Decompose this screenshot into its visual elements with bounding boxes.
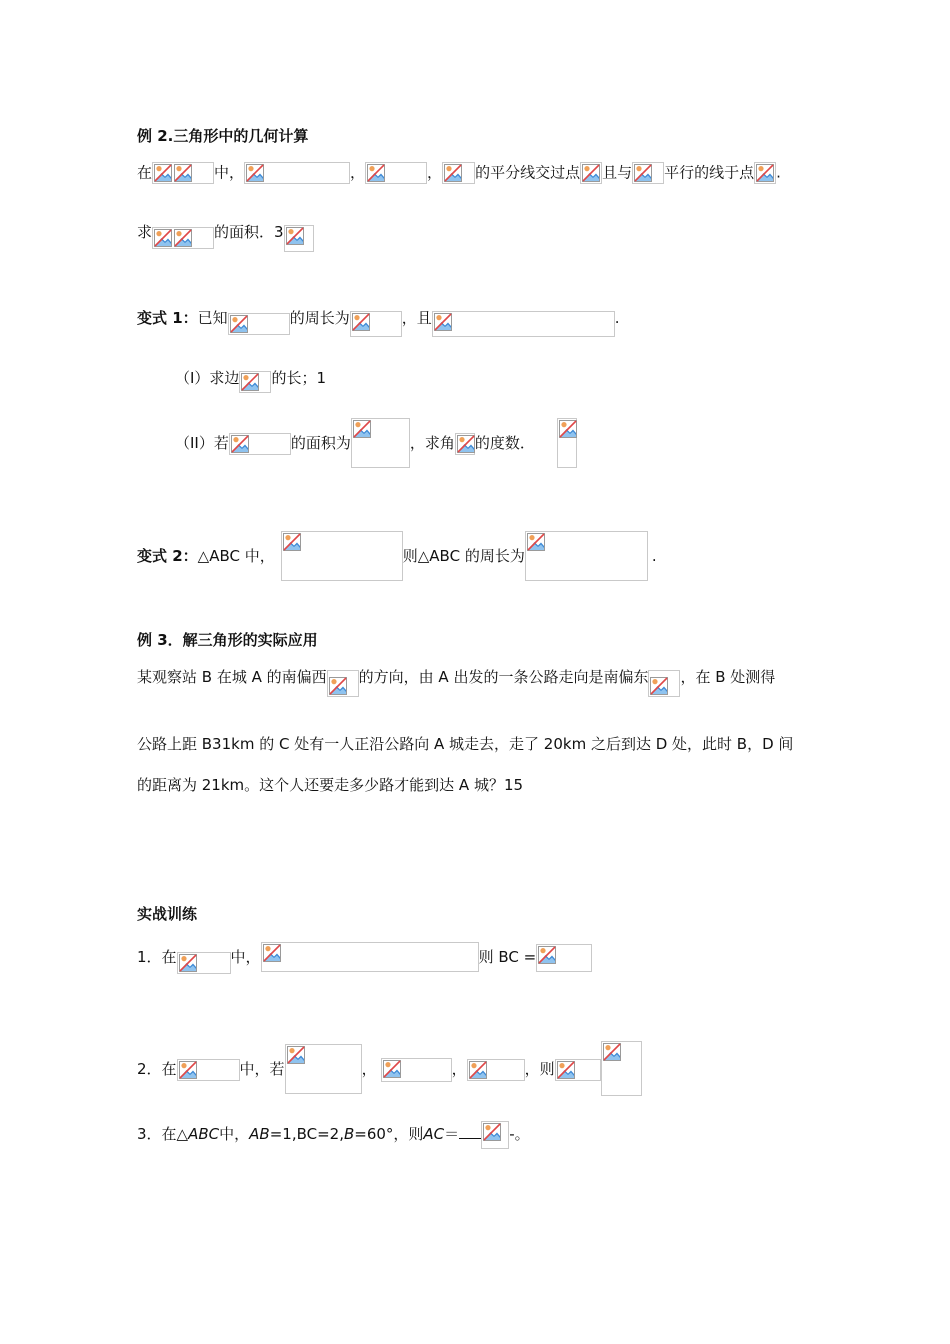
formula-image	[601, 1041, 642, 1096]
formula-image	[632, 162, 664, 184]
formula-image	[177, 952, 231, 974]
broken-image-icon	[174, 164, 192, 182]
formula-image	[228, 313, 290, 335]
example-3-line-2: 公路上距 B31km 的 C 处有一人正沿公路向 A 城走去，走了 20km 之后到达 D 处，此时 B，D 间	[137, 735, 794, 753]
broken-image-icon	[634, 164, 652, 182]
broken-image-icon	[650, 677, 668, 695]
formula-image	[557, 418, 577, 468]
broken-image-icon	[353, 420, 371, 438]
broken-image-icon	[154, 164, 172, 182]
broken-image-icon	[603, 1043, 621, 1061]
formula-image	[525, 531, 648, 581]
broken-image-icon	[756, 164, 774, 182]
variant-2-line: 变式 2：△ABC 中， 则△ABC 的周长为 .	[137, 531, 657, 581]
formula-image	[754, 162, 776, 184]
formula-image	[281, 531, 403, 581]
formula-image	[481, 1121, 509, 1149]
broken-image-icon	[329, 677, 347, 695]
broken-image-icon	[352, 313, 370, 331]
example-2-line-2: 求 的面积．3	[137, 222, 314, 252]
formula-image	[351, 418, 410, 468]
broken-image-icon	[174, 229, 192, 247]
formula-image	[432, 311, 615, 337]
broken-image-icon	[383, 1060, 401, 1078]
formula-image	[285, 1044, 362, 1094]
formula-image	[536, 944, 592, 972]
variant-1-line: 变式 1：已知 的周长为 ，且 .	[137, 308, 620, 337]
broken-image-icon	[231, 435, 249, 453]
formula-image	[580, 162, 602, 184]
broken-image-icon	[559, 420, 577, 438]
variant-1-part-1: （I）求边 的长；1	[175, 368, 326, 393]
answer-blank	[459, 1124, 481, 1139]
broken-image-icon	[367, 164, 385, 182]
formula-image	[648, 670, 680, 697]
broken-image-icon	[230, 315, 248, 333]
broken-image-icon	[179, 1061, 197, 1079]
formula-image	[467, 1059, 525, 1081]
broken-image-icon	[557, 1061, 575, 1079]
broken-image-icon	[246, 164, 264, 182]
formula-image	[261, 942, 479, 972]
broken-image-icon	[283, 533, 301, 551]
formula-image	[152, 162, 214, 184]
formula-image	[455, 433, 475, 455]
broken-image-icon	[179, 954, 197, 972]
example-3-line-1: 某观察站 B 在城 A 的南偏西 的方向，由 A 出发的一条公路走向是南偏东 ，在 B 处测得	[137, 667, 775, 697]
example-3-line-3: 的距离为 21km。这个人还要走多少路才能到达 A 城？15	[137, 776, 524, 794]
practice-question-3: 3．在△ABC中，AB=1,BC=2,B=60°，则AC＝ -。	[137, 1121, 530, 1149]
broken-image-icon	[286, 227, 304, 245]
example-2-line-1: 在 中， ， ， 的平分线交过点 且与 平行的线于点 .	[137, 162, 781, 184]
broken-image-icon	[241, 373, 259, 391]
formula-image	[555, 1059, 601, 1081]
broken-image-icon	[527, 533, 545, 551]
formula-image	[442, 162, 475, 184]
formula-image	[229, 433, 291, 455]
practice-question-1: 1．在 中， 则 BC =	[137, 942, 592, 974]
broken-image-icon	[263, 944, 281, 962]
formula-image	[381, 1058, 452, 1082]
formula-image	[350, 311, 402, 337]
formula-image	[365, 162, 427, 184]
formula-image	[284, 225, 314, 252]
broken-image-icon	[469, 1061, 487, 1079]
broken-image-icon	[287, 1046, 305, 1064]
example-2-title: 例 2.三角形中的几何计算	[137, 127, 309, 145]
variant-1-part-2: （II）若 的面积为 ，求角 的度数．	[175, 418, 577, 468]
practice-question-2: 2．在 中，若 ， ， ，则	[137, 1041, 642, 1096]
broken-image-icon	[154, 229, 172, 247]
broken-image-icon	[582, 164, 600, 182]
broken-image-icon	[434, 313, 452, 331]
broken-image-icon	[483, 1123, 501, 1141]
formula-image	[152, 227, 214, 249]
broken-image-icon	[444, 164, 462, 182]
example-3-title: 例 3．解三角形的实际应用	[137, 631, 318, 649]
formula-image	[239, 371, 271, 393]
formula-image	[327, 670, 359, 697]
broken-image-icon	[457, 435, 475, 453]
broken-image-icon	[538, 946, 556, 964]
formula-image	[177, 1059, 240, 1081]
practice-title: 实战训练	[137, 905, 198, 923]
formula-image	[244, 162, 350, 184]
